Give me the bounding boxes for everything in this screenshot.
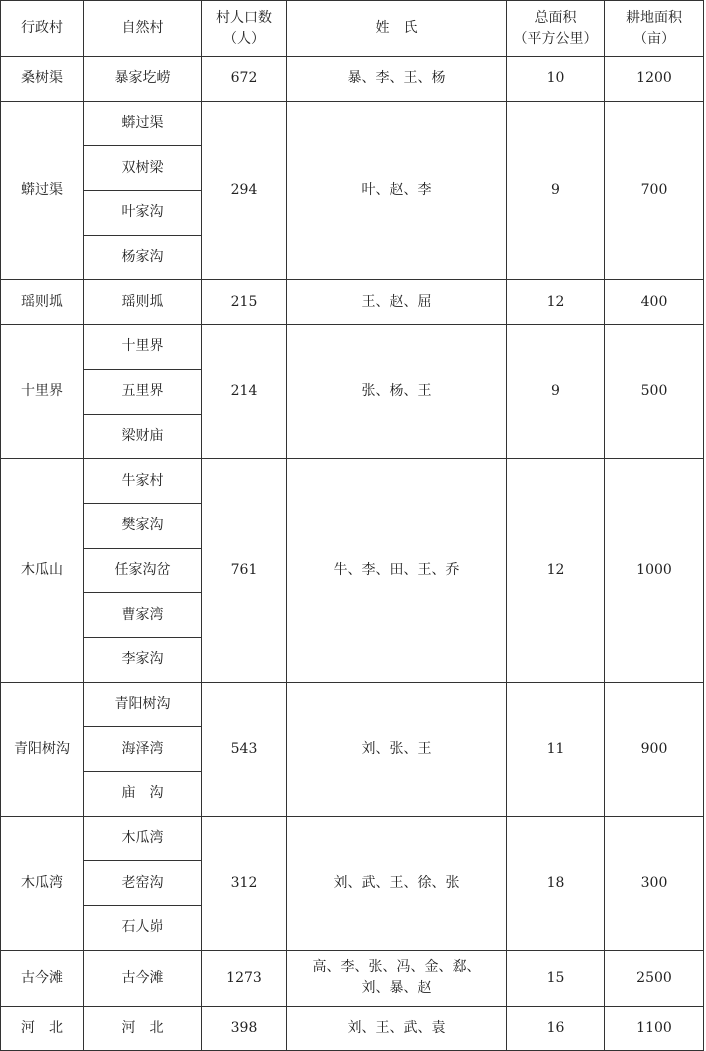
area-cell: 9 — [507, 101, 605, 280]
surname-line: 王、赵、屈 — [361, 293, 432, 310]
header-area-line1: 总面积 — [534, 10, 577, 27]
farmland-cell: 500 — [605, 325, 704, 459]
farmland-cell: 400 — [605, 280, 704, 325]
farmland-cell: 900 — [605, 682, 704, 816]
header-natural-village: 自然村 — [84, 1, 202, 57]
header-farmland — [605, 1, 704, 57]
farmland-cell: 1000 — [605, 459, 704, 682]
surname-line: 暴、李、王、杨 — [347, 70, 446, 87]
surname-cell — [287, 816, 507, 950]
farmland-cell: 1100 — [605, 1006, 704, 1051]
natural-village-cell: 五里界 — [84, 369, 202, 414]
surname-cell — [287, 101, 507, 280]
area-cell: 12 — [507, 280, 605, 325]
area-cell: 10 — [507, 57, 605, 102]
surname-line: 牛、李、田、王、乔 — [333, 561, 460, 578]
surname-cell — [287, 682, 507, 816]
farmland-cell: 700 — [605, 101, 704, 280]
farmland-cell: 1200 — [605, 57, 704, 102]
population-cell: 761 — [202, 459, 287, 682]
header-surname: 姓 氏 — [287, 1, 507, 57]
population-cell: 398 — [202, 1006, 287, 1051]
surname-cell — [287, 280, 507, 325]
area-cell: 15 — [507, 950, 605, 1006]
admin-village-cell: 十里界 — [1, 325, 84, 459]
natural-village-cell: 樊家沟 — [84, 503, 202, 548]
surname-cell — [287, 1006, 507, 1051]
table-row — [1, 816, 704, 861]
population-cell: 1273 — [202, 950, 287, 1006]
admin-village-cell: 瑶则坬 — [1, 280, 84, 325]
admin-village-cell: 古今滩 — [1, 950, 84, 1006]
natural-village-cell: 古今滩 — [84, 950, 202, 1006]
header-population-line2: （人） — [223, 30, 265, 47]
admin-village-cell: 蟒过渠 — [1, 101, 84, 280]
surname-line: 张、杨、王 — [361, 383, 432, 400]
header-farmland-line2: （亩） — [633, 30, 675, 47]
farmland-cell: 300 — [605, 816, 704, 950]
surname-line: 刘、武、王、徐、张 — [333, 874, 460, 891]
table-row — [1, 280, 704, 325]
surname-cell — [287, 950, 507, 1006]
header-admin-village: 行政村 — [1, 1, 84, 57]
natural-village-cell: 牛家村 — [84, 459, 202, 504]
area-cell: 16 — [507, 1006, 605, 1051]
natural-village-cell: 蟒过渠 — [84, 101, 202, 146]
header-farmland-line1: 耕地面积 — [626, 10, 682, 27]
farmland-cell: 2500 — [605, 950, 704, 1006]
natural-village-cell: 木瓜湾 — [84, 816, 202, 861]
population-cell: 214 — [202, 325, 287, 459]
table-row — [1, 682, 704, 727]
surname-cell — [287, 459, 507, 682]
admin-village-cell: 桑树渠 — [1, 57, 84, 102]
natural-village-cell: 老窑沟 — [84, 861, 202, 906]
area-cell: 11 — [507, 682, 605, 816]
surname-line: 高、李、张、冯、金、郄、 — [312, 959, 481, 976]
natural-village-cell: 曹家湾 — [84, 593, 202, 638]
area-cell: 12 — [507, 459, 605, 682]
natural-village-cell: 河 北 — [84, 1006, 202, 1051]
natural-village-cell: 十里界 — [84, 325, 202, 370]
population-cell: 312 — [202, 816, 287, 950]
natural-village-cell: 梁财庙 — [84, 414, 202, 459]
surname-cell — [287, 57, 507, 102]
table-row — [1, 1006, 704, 1051]
surname-cell — [287, 325, 507, 459]
table-row — [1, 101, 704, 146]
admin-village-cell: 木瓜湾 — [1, 816, 84, 950]
surname-line: 刘、张、王 — [361, 740, 432, 757]
natural-village-cell: 任家沟岔 — [84, 548, 202, 593]
header-row — [1, 1, 704, 57]
header-population-line1: 村人口数 — [216, 10, 272, 27]
natural-village-cell: 暴家圪崂 — [84, 57, 202, 102]
admin-village-cell: 河 北 — [1, 1006, 84, 1051]
table-row — [1, 325, 704, 370]
surname-line: 刘、暴、赵 — [361, 980, 432, 997]
table-row — [1, 459, 704, 504]
natural-village-cell: 石人峁 — [84, 906, 202, 951]
natural-village-cell: 庙 沟 — [84, 772, 202, 817]
header-area-line2: （平方公里） — [513, 30, 598, 47]
table-body — [1, 57, 704, 1051]
natural-village-cell: 李家沟 — [84, 637, 202, 682]
natural-village-cell: 青阳树沟 — [84, 682, 202, 727]
natural-village-cell: 双树梁 — [84, 146, 202, 191]
table-row — [1, 57, 704, 102]
area-cell: 18 — [507, 816, 605, 950]
population-cell: 543 — [202, 682, 287, 816]
natural-village-cell: 叶家沟 — [84, 191, 202, 236]
population-cell: 672 — [202, 57, 287, 102]
natural-village-cell: 瑶则坬 — [84, 280, 202, 325]
natural-village-cell: 海泽湾 — [84, 727, 202, 772]
admin-village-cell: 木瓜山 — [1, 459, 84, 682]
header-population — [202, 1, 287, 57]
header-area — [507, 1, 605, 57]
surname-line: 叶、赵、李 — [361, 182, 432, 199]
surname-line: 刘、王、武、袁 — [347, 1020, 446, 1037]
area-cell: 9 — [507, 325, 605, 459]
natural-village-cell: 杨家沟 — [84, 235, 202, 280]
admin-village-cell: 青阳树沟 — [1, 682, 84, 816]
table-row — [1, 950, 704, 1006]
population-cell: 294 — [202, 101, 287, 280]
population-cell: 215 — [202, 280, 287, 325]
